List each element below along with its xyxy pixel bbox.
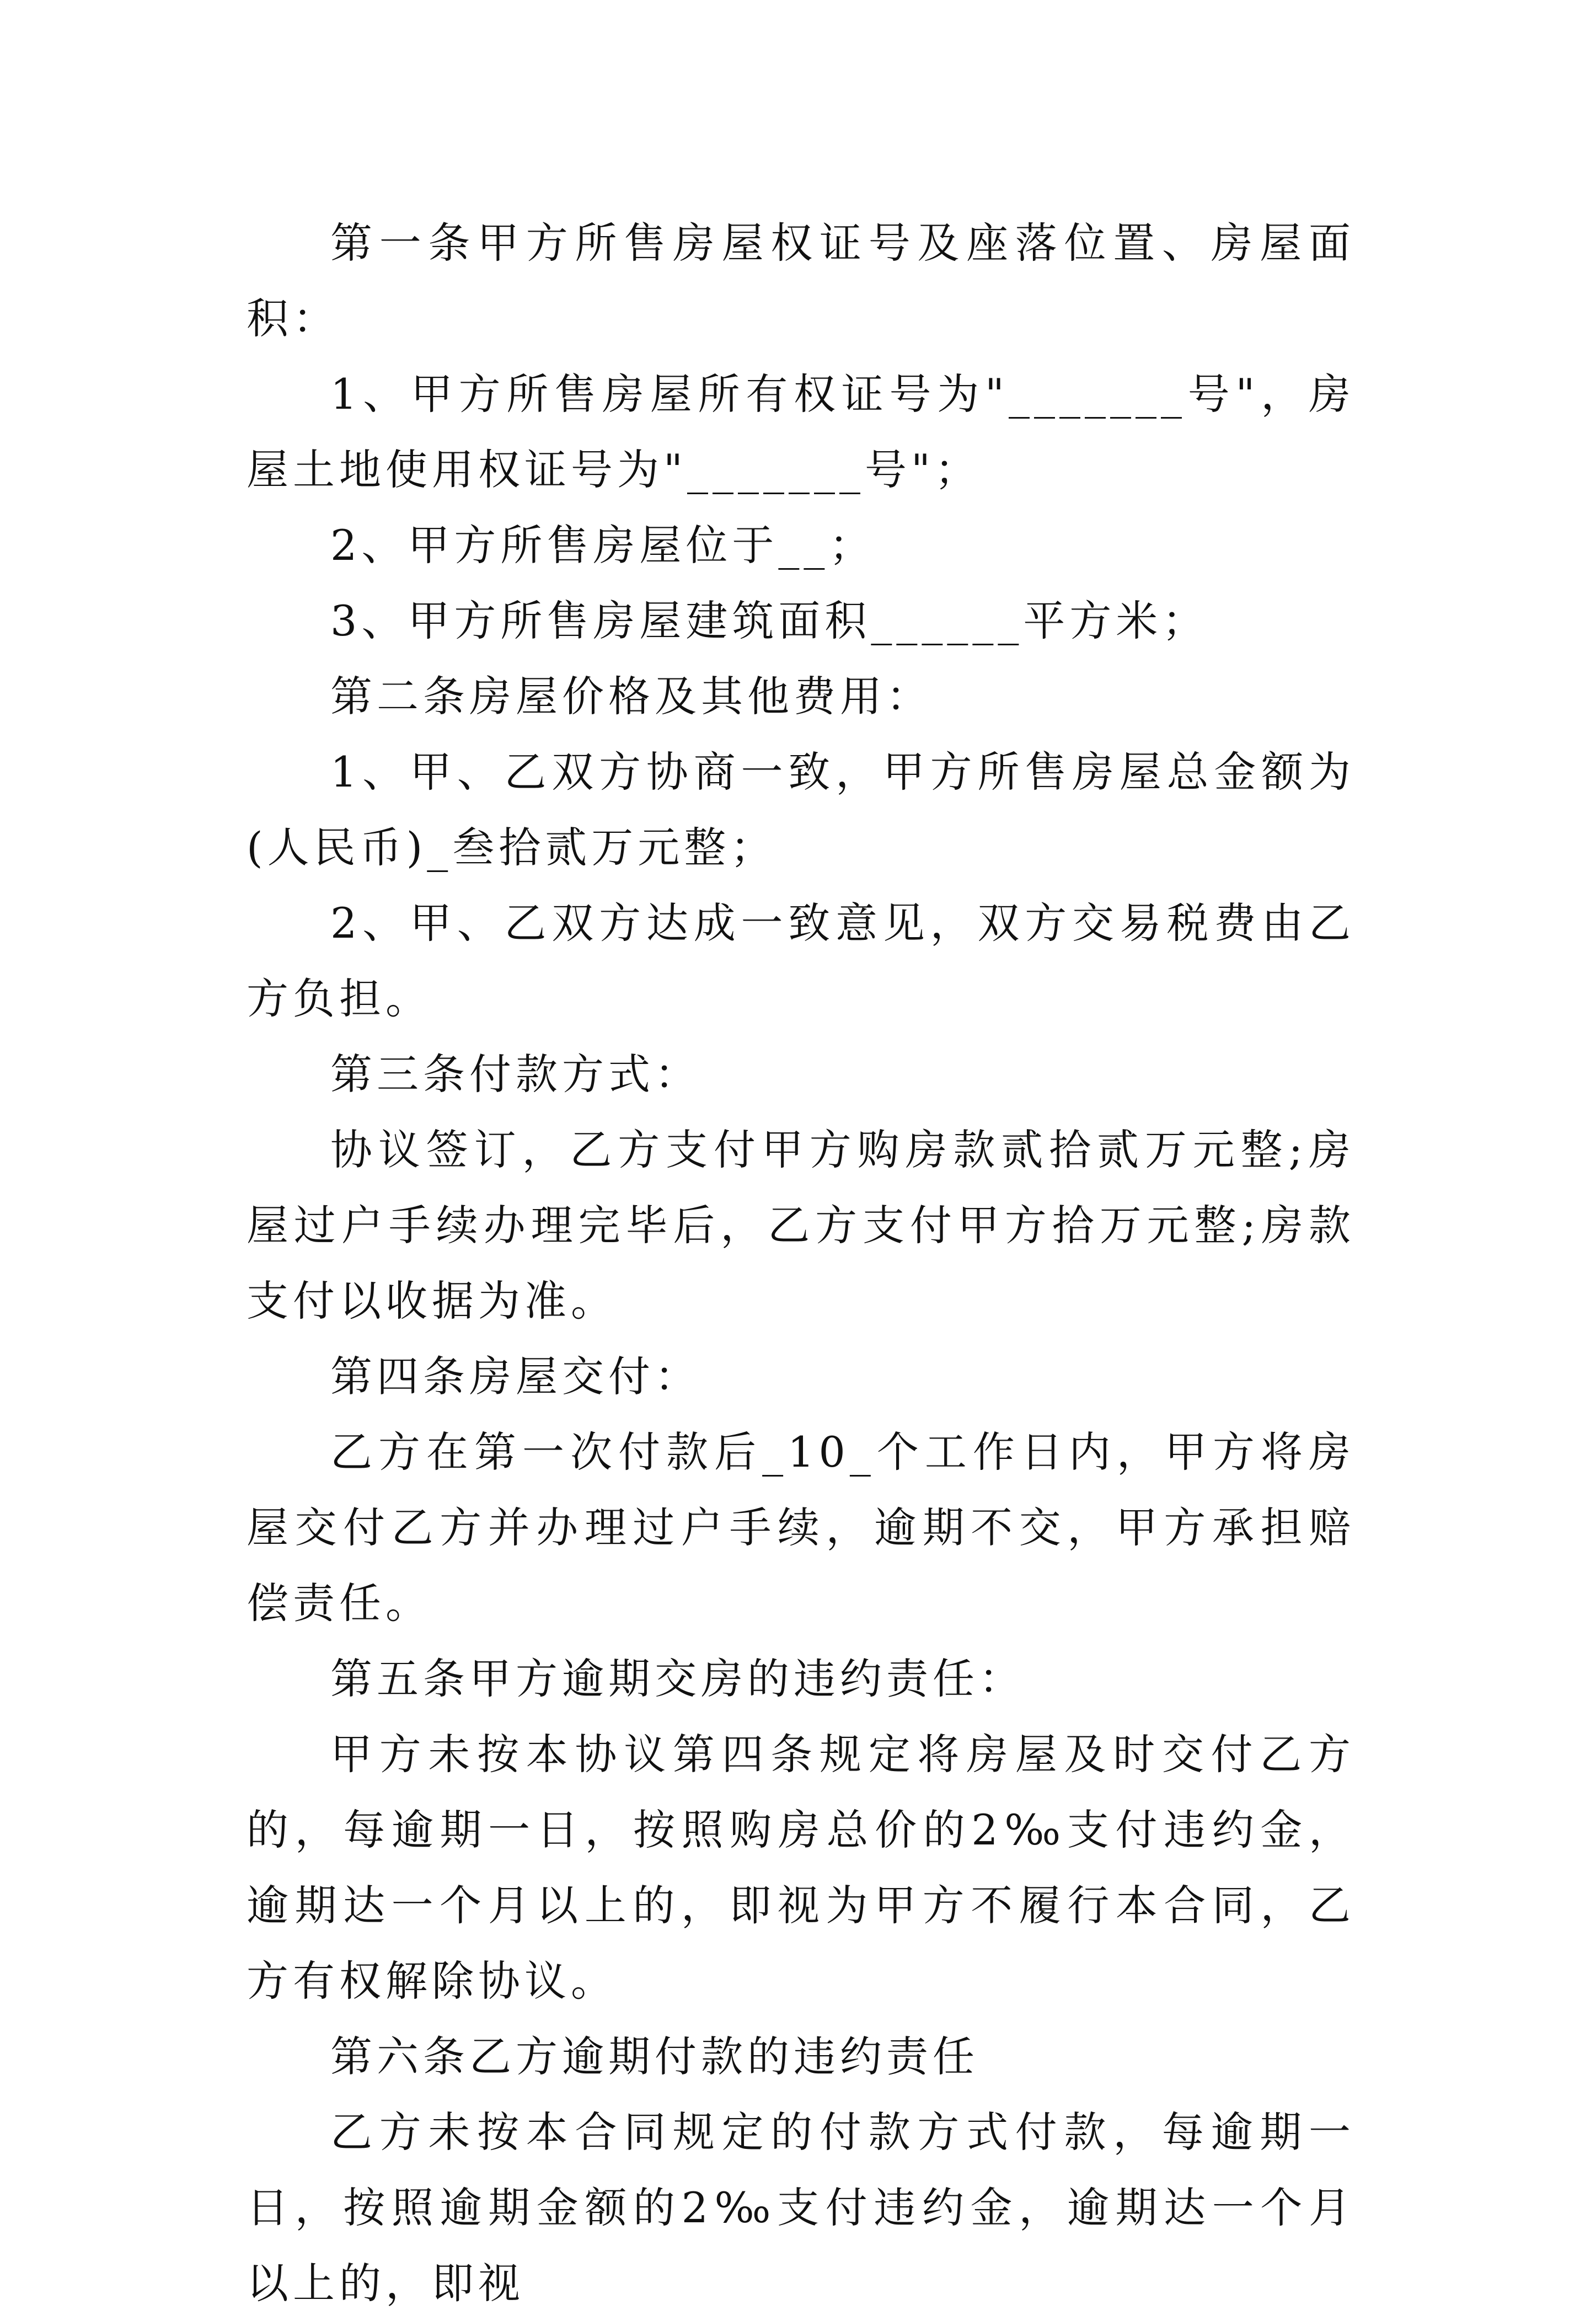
clause-2-item-2: 2、甲、乙双方达成一致意见，双方交易税费由乙方负担。: [247, 899, 1355, 1023]
clause-2-heading: 第二条房屋价格及其他费用：: [330, 672, 933, 721]
clause-1-heading: 第一条甲方所售房屋权证号及座落位置、房屋面积：: [247, 218, 1355, 343]
clause-5-body: 甲方未按本协议第四条规定将房屋及时交付乙方的，每逾期一日，按照购房总价的2‰支付违约金，逾期达一个月以上的，即视为甲方不履行本合同，乙方有权解除协议。: [247, 1730, 1355, 2006]
document-body: [247, 205, 1355, 2321]
clause-5-heading: 第五条甲方逾期交房的违约责任：: [330, 1654, 1025, 1703]
clause-4-body: 乙方在第一次付款后_10_个工作日内，甲方将房屋交付乙方并办理过户手续，逾期不交，甲方承担赔偿责任。: [247, 1427, 1355, 1628]
clause-2-item-1: 1、甲、乙双方协商一致，甲方所售房屋总金额为(人民币)_叁拾贰万元整；: [247, 747, 1355, 872]
clause-1-item-1: 1、甲方所售房屋所有权证号为"_______号"，房屋土地使用权证号为"_______号"；: [247, 370, 1355, 494]
clause-6-heading: 第六条乙方逾期付款的违约责任: [330, 2032, 979, 2081]
clause-3-body: 协议签订，乙方支付甲方购房款贰拾贰万元整;房屋过户手续办理完毕后，乙方支付甲方拾万元整;房款支付以收据为准。: [247, 1125, 1355, 1325]
clause-1-item-2: 2、甲方所售房屋位于__；: [330, 521, 876, 570]
clause-3-heading: 第三条付款方式：: [330, 1050, 701, 1099]
clause-1-item-3: 3、甲方所售房屋建筑面积______平方米；: [330, 596, 1209, 645]
clause-4-heading: 第四条房屋交付：: [330, 1352, 701, 1401]
clause-6-body: 乙方未按本合同规定的付款方式付款，每逾期一日，按照逾期金额的2‰支付违约金，逾期达一个月以上的，即视: [247, 2108, 1355, 2308]
